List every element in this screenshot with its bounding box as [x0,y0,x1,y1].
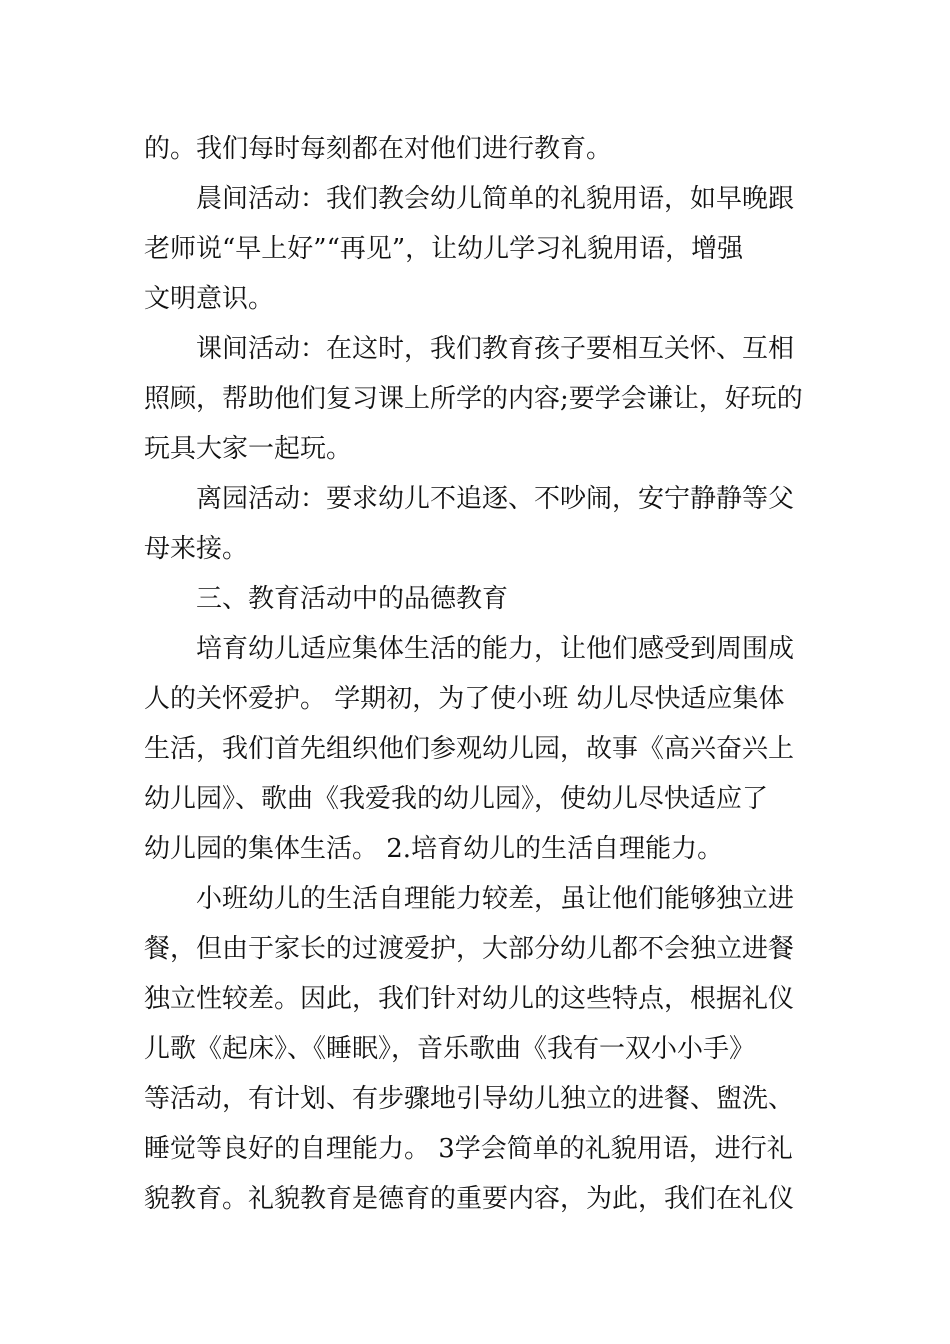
text-line: 独立性较差。因此，我们针对幼儿的这些特点，根据礼仪 [144,984,795,1014]
section-heading: 三、教育活动中的品德教育 [196,584,509,614]
text-line: 儿歌《起床》、《睡眠》，音乐歌曲《我有一双小小手》 [144,1034,756,1064]
text-line: 老师说“早上好”“再见”，让幼儿学习礼貌用语，增强 [144,234,744,264]
text-line: 人的关怀爱护。 学期初，为了使小班 幼儿尽快适应集体 [144,684,785,714]
text-line: 睡觉等良好的自理能力。 3学会简单的礼貌用语，进行礼 [144,1134,793,1164]
text-line: 幼儿园》、歌曲《我爱我的幼儿园》，使幼儿尽快适应了 [144,784,769,814]
document-body [144,124,808,1224]
text-line: 玩具大家一起玩。 [144,434,353,464]
text-line: 的。我们每时每刻都在对他们进行教育。 [144,134,613,164]
text-line: 等活动，有计划、有步骤地引导幼儿独立的进餐、盥洗、 [144,1084,795,1114]
text-line: 课间活动：在这时，我们教育孩子要相互关怀、互相 [196,334,795,364]
text-line: 离园活动：要求幼儿不追逐、不吵闹，安宁静静等父 [196,484,795,514]
text-line: 照顾，帮助他们复习课上所学的内容;要学会谦让，好玩的 [144,384,803,414]
text-line: 培育幼儿适应集体生活的能力，让他们感受到周围成 [196,634,795,664]
text-line: 小班幼儿的生活自理能力较差，虽让他们能够独立进 [196,884,795,914]
text-line: 幼儿园的集体生活。 2.培育幼儿的生活自理能力。 [144,834,724,864]
text-line: 餐，但由于家长的过渡爱护，大部分幼儿都不会独立进餐 [144,934,795,964]
text-line: 貌教育。礼貌教育是德育的重要内容，为此，我们在礼仪 [144,1184,795,1214]
text-line: 晨间活动：我们教会幼儿简单的礼貌用语，如早晚跟 [196,184,795,214]
text-line: 母来接。 [144,534,249,564]
text-line: 文明意识。 [144,284,275,314]
text-line: 生活，我们首先组织他们参观幼儿园，故事《高兴奋兴上 [144,734,795,764]
